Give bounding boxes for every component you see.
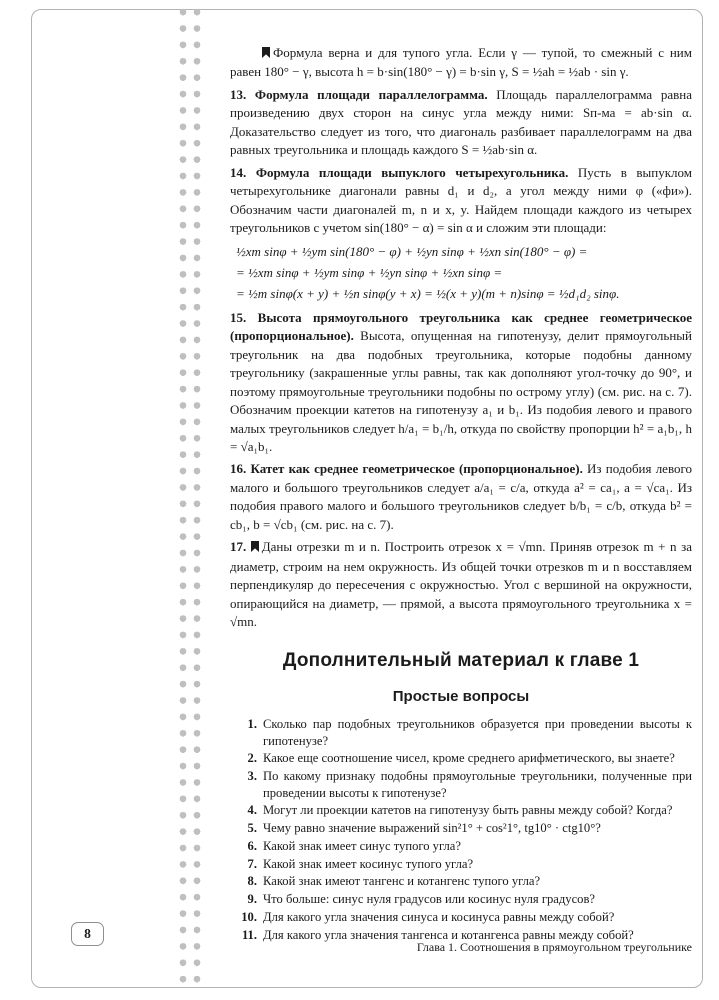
equation-line: ½xm sinφ + ½ym sin(180° − φ) + ½yn sinφ + ½xn sin(180° − φ) =: [236, 243, 588, 259]
item-title: Катет как среднее геометрическое (пропорциональное).: [250, 461, 583, 477]
question-text: Что больше: синус нуля градусов или косинус нуля градусов?: [263, 892, 596, 907]
equation-line: = ½m sinφ(x + y) + ½n sinφ(y + x) = ½(x + y)(m + n)sinφ = ½d₁d₂ sinφ.: [236, 286, 620, 302]
question-text: Могут ли проекции катетов на гипотенузу быть равны между собой? Когда?: [263, 803, 673, 818]
item-text: Пусть в выпуклом четырехугольнике диагонали равны d₁ и d₂, а угол между ними φ («фи»). Обозначим части диагоналей m, n и x, y. Найдем площади каждого из четырех треугольников с учетом sin(180° − α) = sin α и сложим эти площади:: [230, 164, 693, 236]
binding-dots-right: [193, 4, 201, 992]
equations-block: [236, 241, 692, 305]
question-row: [230, 838, 692, 855]
question-number: 1.: [247, 716, 257, 731]
question-row: [230, 802, 692, 819]
question-number: 10.: [241, 909, 257, 924]
page-number-badge: 8: [71, 922, 104, 946]
question-number: 2.: [247, 751, 257, 766]
question-text: Сколько пар подобных треугольников образуется при проведении высоты к гипотенузе?: [263, 716, 692, 748]
question-row: [230, 750, 692, 767]
item-number: 17.: [230, 539, 247, 555]
question-number: 7.: [247, 856, 257, 871]
question-row: [230, 856, 692, 873]
item-number: 15.: [230, 309, 247, 325]
item-text: Площадь параллелограмма равна произведению двух сторон на синус угла между ними: Sп-ма = ab·sin α. Доказательство следует из того, что диагональ разбивает параллелограмм на два равных треугольника и площадь каждого S = ½ab·sin α.: [230, 86, 692, 158]
item-16-paragraph: [230, 460, 692, 534]
question-text: По какому признаку подобны прямоугольные треугольники, полученные при проведении высоты к гипотенузе?: [263, 769, 692, 800]
equation-line: = ½xm sinφ + ½ym sinφ + ½yn sinφ + ½xn sinφ =: [236, 264, 503, 280]
item-17-paragraph: [230, 538, 692, 631]
question-number: 6.: [247, 838, 257, 853]
binding-dots-left: [179, 4, 187, 992]
question-number: 4.: [247, 803, 257, 818]
item-15-paragraph: [230, 309, 692, 457]
note-text: Формула верна и для тупого угла. Если γ — тупой, то смежный с ним равен 180° − γ, высота h = b·sin(180° − γ) = b·sin γ, S = ½ah = ½ab · sin γ.: [230, 45, 692, 80]
bookmark-icon: [251, 539, 259, 557]
question-text: Какой знак имеет косинус тупого угла?: [263, 856, 474, 871]
question-row: [230, 873, 692, 890]
question-number: 9.: [247, 892, 257, 907]
page-content: [230, 44, 692, 944]
item-title: Формула площади выпуклого четырехугольника.: [255, 164, 569, 180]
item-title: Формула площади параллелограмма.: [254, 86, 488, 102]
question-row: [230, 716, 692, 749]
question-row: [230, 768, 692, 801]
footer-text: Глава 1. Соотношения в прямоугольном треугольнике: [416, 940, 692, 954]
question-text: Какой знак имеет синус тупого угла?: [263, 838, 461, 853]
question-text: Для какого угла значения синуса и косинуса равны между собой?: [263, 909, 615, 924]
question-number: 8.: [247, 874, 257, 889]
question-text: Чему равно значение выражений sin²1° + cos²1°, tg10° · ctg10°?: [263, 821, 601, 836]
question-number: 11.: [241, 927, 257, 942]
item-number: 13.: [230, 86, 247, 102]
item-14-paragraph: [230, 164, 692, 238]
question-row: [230, 891, 692, 908]
question-number: 3.: [247, 769, 257, 784]
subsection-heading: Простые вопросы: [392, 687, 530, 705]
questions-list: [230, 716, 692, 944]
item-title: Высота прямоугольного треугольника как среднее геометрическое (пропорциональное).: [230, 309, 693, 344]
item-number: 14.: [230, 164, 247, 180]
item-13-paragraph: [230, 86, 692, 160]
item-text: Даны отрезки m и n. Построить отрезок x = √mn. Приняв отрезок m + n за диаметр, строим на нем окружность. Из общей точки отрезков m и n восставляем перпендикуляр до пересечения с окружностью. Угол с вершиной на окружности, опирающийся на диаметр, — прямой, а высота прямоугольного треугольника x = √mn.: [230, 539, 692, 630]
item-text: Высота, опущенная на гипотенузу, делит прямоугольный треугольник на два подобных треугольника, которые подобны данному треугольнику (закрашенные углы равны, так как дополняют угол-точку до 90°, и поэтому прямоугольные треугольники подобны по острому углу) (см. рис. на с. 7). Обозначим проекции катетов на гипотенузу a₁ и b₁. Из подобия левого и правого малых треугольников следует h/a₁ = b₁/h, откуда по свойству пропорции h² = a₁b₁, h = √a₁b₁.: [230, 328, 692, 455]
question-row: [230, 820, 692, 837]
section-heading: Дополнительный материал к главе 1: [282, 649, 640, 671]
note-paragraph: [230, 44, 692, 82]
item-number: 16.: [230, 461, 247, 477]
item-text: Из подобия левого малого и большого треугольников следует a/a₁ = c/a, откуда a² = ca₁, a = √ca₁. Из подобия правого малого и большого треугольников следует b/b₁ = c/b, откуда b² = cb₁, b = √cb₁ (см. рис. на с. 7).: [230, 461, 693, 532]
question-number: 5.: [247, 821, 257, 836]
question-text: Какое еще соотношение чисел, кроме среднего арифметического, вы знаете?: [263, 751, 675, 766]
bookmark-icon: [246, 45, 270, 63]
question-text: Какой знак имеют тангенс и котангенс тупого угла?: [263, 874, 541, 889]
question-row: [230, 909, 692, 926]
question-text: Для какого угла значения тангенса и котангенса равны между собой?: [263, 927, 634, 942]
